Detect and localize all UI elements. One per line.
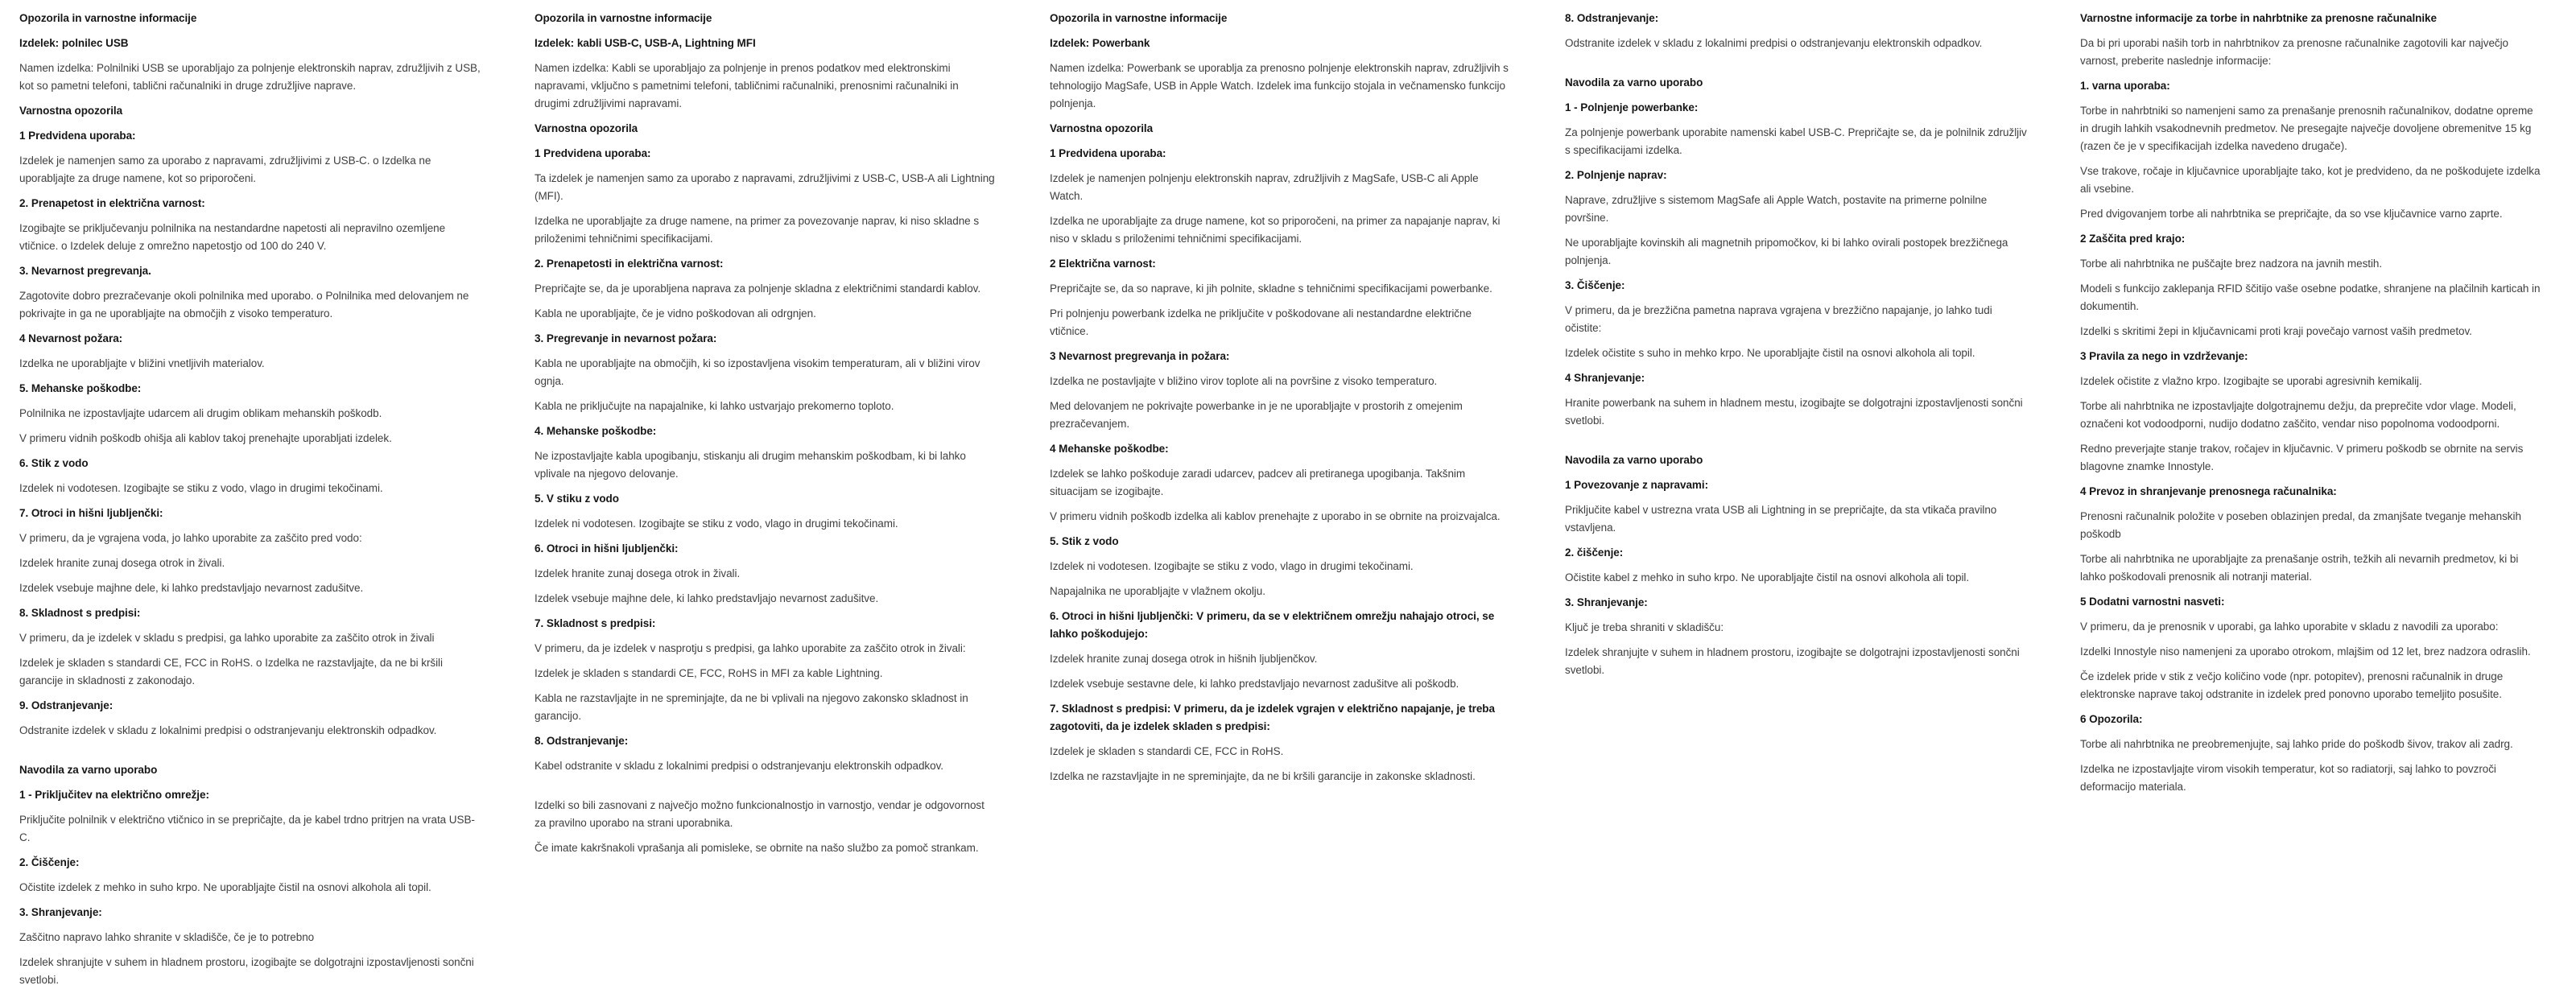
section-heading: 4 Shranjevanje: <box>1565 372 1645 384</box>
paragraph: Ne izpostavljajte kabla upogibanju, stiskanju ali drugim mehanskim poškodbam, ki bi lahko vplivale na njegovo delovanje. <box>535 450 966 480</box>
section-heading: 3 Nevarnost pregrevanja in požara: <box>1050 350 1230 362</box>
paragraph: Torbe in nahrbtniki so namenjeni samo za prenašanje prenosnih računalnikov, dodatne opreme in drugih lahkih vsakodnevnih predmetov. Ne presegajte največje dovoljene obremenitve 15 kg (razen če je v specifikacijah izdelka navedeno drugače). <box>2080 105 2533 152</box>
paragraph: Ključ je treba shraniti v skladišču: <box>1565 621 1724 633</box>
section-heading: 7. Otroci in hišni ljubljenčki: <box>19 507 163 519</box>
paragraph: Med delovanjem ne pokrivajte powerbanke in je ne uporabljajte v prostorih z omejenim prezračevanjem. <box>1050 400 1463 430</box>
paragraph: Modeli s funkcijo zaklepanja RFID ščitijo vaše osebne podatke, shranjene na plačilnih karticah in dokumentih. <box>2080 282 2541 312</box>
section-heading: Varnostna opozorila <box>19 105 123 117</box>
section-heading: 1 - Polnjenje powerbanke: <box>1565 101 1699 113</box>
section-heading: 3 Pravila za nego in vzdrževanje: <box>2080 350 2248 362</box>
paragraph: Da bi pri uporabi naših torb in nahrbtnikov za prenosne računalnike zagotovili kar največjo varnost, preberite naslednje informacije: <box>2080 37 2509 67</box>
paragraph: Izdelek hranite zunaj dosega otrok in hišnih ljubljenčkov. <box>1050 653 1318 665</box>
section-heading: 6 Opozorila: <box>2080 713 2143 725</box>
section-heading: 2. Čiščenje: <box>19 856 80 868</box>
paragraph: Izdelek shranjujte v suhem in hladnem prostoru, izogibajte se dolgotrajni izpostavljenosti sončni svetlobi. <box>19 956 474 986</box>
paragraph: Torbe ali nahrbtnika ne izpostavljajte dolgotrajnemu dežju, da preprečite vdor vlage. Modeli, označeni kot vodoodporni, nudijo dodatno zaščito, vendar niso popolnoma vodoodporni. <box>2080 400 2516 430</box>
column-laptop-bags-safety <box>2061 0 2576 1006</box>
paragraph: Ta izdelek je namenjen samo za uporabo z napravami, združljivimi z USB-C, USB-A ali Lightning (MFI). <box>535 172 995 202</box>
section-heading: 2. Polnjenje naprav: <box>1565 169 1667 181</box>
section-heading: 5 Dodatni varnostni nasveti: <box>2080 596 2225 608</box>
paragraph: Kabla ne uporabljajte na območjih, ki so izpostavljena visokim temperaturam, ali v bližini virov ognja. <box>535 357 980 387</box>
section-heading: Navodila za varno uporabo <box>19 764 158 776</box>
paragraph: Izdelek je skladen s standardi CE, FCC, RoHS in MFI za kable Lightning. <box>535 667 883 679</box>
paragraph: Torbe ali nahrbtnika ne preobremenjujte, saj lahko pride do poškodb šivov, trakov ali zadrg. <box>2080 738 2513 750</box>
paragraph: Očistite izdelek z mehko in suho krpo. Ne uporabljajte čistil na osnovi alkohola ali topil. <box>19 881 431 893</box>
paragraph: Naprave, združljive s sistemom MagSafe ali Apple Watch, postavite na primerne polnilne površine. <box>1565 194 1988 224</box>
section-heading: 3. Shranjevanje: <box>19 906 102 918</box>
paragraph: V primeru vidnih poškodb izdelka ali kablov prenehajte z uporabo in se obrnite na proizvajalca. <box>1050 510 1501 522</box>
section-heading: Izdelek: Powerbank <box>1050 37 1150 49</box>
section-heading: 7. Skladnost s predpisi: V primeru, da je izdelek vgrajen v električno napajanje, je treba zagotoviti, da je izdelek skladen s predpisi: <box>1050 703 1495 732</box>
paragraph: Očistite kabel z mehko in suho krpo. Ne uporabljajte čistil na osnovi alkohola ali topil. <box>1565 571 1970 583</box>
section-heading: Opozorila in varnostne informacije <box>535 12 712 24</box>
section-heading: Navodila za varno uporabo <box>1565 454 1703 466</box>
section-heading: 4 Prevoz in shranjevanje prenosnega računalnika: <box>2080 485 2337 497</box>
paragraph: Izdelek je namenjen samo za uporabo z napravami, združljivimi z USB-C. o Izdelka ne uporabljajte za druge namene, kot so priporočeni. <box>19 155 431 184</box>
paragraph: Vse trakove, ročaje in ključavnice uporabljajte tako, kot je predvideno, da ne poškodujete izdelka ali vsebine. <box>2080 165 2541 195</box>
paragraph: V primeru, da je prenosnik v uporabi, ga lahko uporabite v skladu z navodili za uporabo: <box>2080 621 2499 633</box>
paragraph: Redno preverjajte stanje trakov, ročajev in ključavnic. V primeru poškodb se obrnite na servis blagovne znamke Innostyle. <box>2080 443 2524 472</box>
paragraph: Odstranite izdelek v skladu z lokalnimi predpisi o odstranjevanju elektronskih odpadkov. <box>19 724 437 736</box>
paragraph: Kabla ne uporabljajte, če je vidno poškodovan ali odrgnjen. <box>535 307 816 320</box>
section-heading: 8. Skladnost s predpisi: <box>19 607 141 619</box>
section-heading: 1 Predvidena uporaba: <box>535 147 651 159</box>
paragraph: Izdelek se lahko poškoduje zaradi udarcev, padcev ali pretiranega upogibanja. Takšnim situacijam se izogibajte. <box>1050 468 1466 497</box>
section-heading: 2. Prenapetosti in električna varnost: <box>535 258 724 270</box>
paragraph: Izdelka ne postavljajte v bližino virov toplote ali na površine z visoko temperaturo. <box>1050 375 1438 387</box>
paragraph: Priključite kabel v ustrezna vrata USB ali Lightning in se prepričajte, da sta vtikača pravilno vstavljena. <box>1565 504 1997 534</box>
paragraph: Izdelek očistite s suho in mehko krpo. Ne uporabljajte čistil na osnovi alkohola ali topil. <box>1565 347 1975 359</box>
paragraph: Izdelek je namenjen polnjenju elektronskih naprav, združljivih z MagSafe, USB-C ali Apple Watch. <box>1050 172 1479 202</box>
paragraph: Če izdelek pride v stik z večjo količino vode (npr. potopitev), prenosni računalnik in druge elektronske naprave takoj odstranite in izdelek pred ponovno uporabo temeljito posušite. <box>2080 670 2504 700</box>
paragraph: Zaščitno napravo lahko shranite v skladišče, če je to potrebno <box>19 931 315 943</box>
section-heading: 2 Električna varnost: <box>1050 258 1156 270</box>
section-heading: 4. Mehanske poškodbe: <box>535 425 657 437</box>
section-heading: 1 Predvidena uporaba: <box>19 130 136 142</box>
section-heading: Navodila za varno uporabo <box>1565 76 1703 89</box>
paragraph: Izogibajte se priključevanju polnilnika na nestandardne napetosti ali nepravilno ozemljene vtičnice. o Izdelek deluje z omrežno napetostjo od 100 do 240 V. <box>19 222 446 252</box>
section-heading: Opozorila in varnostne informacije <box>1050 12 1228 24</box>
paragraph: V primeru, da je vgrajena voda, jo lahko uporabite za zaščito pred vodo: <box>19 532 362 544</box>
paragraph: Za polnjenje powerbank uporabite namenski kabel USB-C. Prepričajte se, da je polnilnik združljiv s specifikacijami izdelka. <box>1565 126 2027 156</box>
paragraph: Izdelki Innostyle niso namenjeni za uporabo otrokom, mlajšim od 12 let, brez nadzora odraslih. <box>2080 645 2531 658</box>
section-heading: 1 Povezovanje z napravami: <box>1565 479 1709 491</box>
section-heading: Varnostne informacije za torbe in nahrbtnike za prenosne računalnike <box>2080 12 2437 24</box>
section-heading: 8. Odstranjevanje: <box>1565 12 1659 24</box>
paragraph: Izdelek ni vodotesen. Izogibajte se stiku z vodo, vlago in drugimi tekočinami. <box>535 517 898 530</box>
paragraph: Kabel odstranite v skladu z lokalnimi predpisi o odstranjevanju elektronskih odpadkov. <box>535 760 943 772</box>
paragraph: Izdelek hranite zunaj dosega otrok in živali. <box>535 567 741 579</box>
paragraph: Prepričajte se, da je uporabljena naprava za polnjenje skladna z električnimi standardi kablov. <box>535 282 981 295</box>
paragraph: Zagotovite dobro prezračevanje okoli polnilnika med uporabo. o Polnilnika med delovanjem ne pokrivajte in ga ne uporabljajte na območjih z visoko temperaturo. <box>19 290 469 320</box>
paragraph: Odstranite izdelek v skladu z lokalnimi predpisi o odstranjevanju elektronskih odpadkov. <box>1565 37 1983 49</box>
paragraph: Če imate kakršnakoli vprašanja ali pomisleke, se obrnite na našo službo za pomoč strankam. <box>535 842 979 854</box>
section-heading: 9. Odstranjevanje: <box>19 699 114 711</box>
paragraph: Pri polnjenju powerbank izdelka ne priključite v poškodovane ali nestandardne električne vtičnice. <box>1050 307 1472 337</box>
paragraph: Namen izdelka: Powerbank se uporablja za prenosno polnjenje elektronskih naprav, združljivih s tehnologijo MagSafe, USB in Apple Watch. Izdelek ima funkcijo stojala in večnamensko funkcijo polnjenja. <box>1050 62 1509 109</box>
paragraph: Izdelka ne uporabljajte za druge namene, na primer za povezovanje naprav, ki niso skladne s priloženimi tehničnimi specifikacijami. <box>535 215 980 245</box>
section-heading: 3. Pregrevanje in nevarnost požara: <box>535 332 717 344</box>
paragraph: Izdelek očistite z vlažno krpo. Izogibajte se uporabi agresivnih kemikalij. <box>2080 375 2422 387</box>
paragraph: Napajalnika ne uporabljajte v vlažnem okolju. <box>1050 585 1265 597</box>
paragraph: Izdelka ne uporabljajte za druge namene, kot so priporočeni, na primer za napajanje naprav, ki niso v skladu s priloženimi tehničnimi specifikacijami. <box>1050 215 1501 245</box>
paragraph: Prenosni računalnik položite v poseben oblazinjen predal, da zmanjšate tveganje mehanskih poškodb <box>2080 510 2521 540</box>
paragraph: Izdelek vsebuje sestavne dele, ki lahko predstavljajo nevarnost zadušitve ali poškodb. <box>1050 678 1459 690</box>
paragraph: V primeru, da je izdelek v skladu s predpisi, ga lahko uporabite za zaščito otrok in živali <box>19 632 435 644</box>
paragraph: Izdelek shranjujte v suhem in hladnem prostoru, izogibajte se dolgotrajni izpostavljenosti sončni svetlobi. <box>1565 646 2020 676</box>
section-heading: 4 Mehanske poškodbe: <box>1050 443 1169 455</box>
paragraph: Torbe ali nahrbtnika ne puščajte brez nadzora na javnih mestih. <box>2080 258 2383 270</box>
paragraph: Izdelek je skladen s standardi CE, FCC in RoHS. o Izdelka ne razstavljajte, da ne bi kršili garancije in skladnosti z zakonodajo. <box>19 657 443 686</box>
paragraph: V primeru, da je brezžična pametna naprava vgrajena v brezžično napajanje, jo lahko tudi očistite: <box>1565 304 1992 334</box>
section-heading: 3. Nevarnost pregrevanja. <box>19 265 151 277</box>
paragraph: Izdelka ne uporabljajte v bližini vnetljivih materialov. <box>19 357 265 369</box>
section-heading: 5. Stik z vodo <box>1050 535 1119 547</box>
paragraph: Izdelek hranite zunaj dosega otrok in živali. <box>19 557 225 569</box>
column-powerbank-usage-and-cable-usage <box>1546 0 2061 1006</box>
paragraph: Izdelki s skritimi žepi in ključavnicami proti kraji povečajo varnost vaših predmetov. <box>2080 325 2472 337</box>
paragraph: Izdelek ni vodotesen. Izogibajte se stiku z vodo, vlago in drugimi tekočinami. <box>19 482 383 494</box>
paragraph: Ne uporabljajte kovinskih ali magnetnih pripomočkov, ki bi lahko ovirali postopek brezžičnega polnjenja. <box>1565 237 2008 266</box>
paragraph: Kabla ne priključujte na napajalnike, ki lahko ustvarjajo prekomerno toploto. <box>535 400 894 412</box>
section-heading: 3. Čiščenje: <box>1565 279 1625 291</box>
paragraph: Namen izdelka: Kabli se uporabljajo za polnjenje in prenos podatkov med elektronskimi napravami, vključno s pametnimi telefoni, tabličnimi računalniki, prenosnimi računalniki in drugimi združljivimi napravami. <box>535 62 959 109</box>
paragraph: Izdelek ni vodotesen. Izogibajte se stiku z vodo, vlago in drugimi tekočinami. <box>1050 560 1414 572</box>
paragraph: Pred dvigovanjem torbe ali nahrbtnika se prepričajte, da so vse ključavnice varno zaprte. <box>2080 208 2503 220</box>
paragraph: Namen izdelka: Polnilniki USB se uporabljajo za polnjenje elektronskih naprav, združljivih z USB, kot so pametni telefoni, tablični računalniki in druge združljive naprave. <box>19 62 481 92</box>
column-powerbank-warnings <box>1030 0 1546 1006</box>
paragraph: Izdelki so bili zasnovani z največjo možno funkcionalnostjo in varnostjo, vendar je odgovornost za pravilno uporabo na strani uporabnika. <box>535 799 985 829</box>
section-heading: 6. Otroci in hišni ljubljenčki: <box>535 542 679 555</box>
section-heading: Izdelek: kabli USB-C, USB-A, Lightning MFI <box>535 37 756 49</box>
section-heading: 2. Prenapetost in električna varnost: <box>19 197 205 209</box>
section-heading: 4 Nevarnost požara: <box>19 332 123 344</box>
section-heading: 1 - Priključitev na električno omrežje: <box>19 789 209 801</box>
paragraph: V primeru vidnih poškodb ohišja ali kablov takoj prenehajte uporabljati izdelek. <box>19 432 392 444</box>
section-heading: Varnostna opozorila <box>535 122 638 134</box>
section-heading: 1. varna uporaba: <box>2080 80 2170 92</box>
section-heading: 3. Shranjevanje: <box>1565 596 1648 608</box>
paragraph: V primeru, da je izdelek v nasprotju s predpisi, ga lahko uporabite za zaščito otrok in živali: <box>535 642 966 654</box>
section-heading: 6. Otroci in hišni ljubljenčki: V primeru, da se v električnem omrežju nahajajo otroci, se lahko poškodujejo: <box>1050 610 1495 640</box>
section-heading: 5. V stiku z vodo <box>535 493 619 505</box>
section-heading: 2 Zaščita pred krajo: <box>2080 233 2186 245</box>
section-heading: Varnostna opozorila <box>1050 122 1154 134</box>
paragraph: Izdelek vsebuje majhne dele, ki lahko predstavljajo nevarnost zadušitve. <box>19 582 364 594</box>
paragraph: Torbe ali nahrbtnika ne uporabljajte za prenašanje ostrih, težkih ali nevarnih predmetov, ki bi lahko poškodovali prenosnik ali notranji material. <box>2080 553 2519 583</box>
section-heading: 7. Skladnost s predpisi: <box>535 617 656 629</box>
paragraph: Prepričajte se, da so naprave, ki jih polnite, skladne s tehničnimi specifikacijami powerbanke. <box>1050 282 1492 295</box>
section-heading: 6. Stik z vodo <box>19 457 89 469</box>
column-usb-charger-warnings <box>0 0 515 1006</box>
section-heading: 2. čiščenje: <box>1565 546 1624 559</box>
paragraph: Kabla ne razstavljajte in ne spreminjajte, da ne bi vplivali na njegovo zakonsko skladnost in garancijo. <box>535 692 968 722</box>
section-heading: Opozorila in varnostne informacije <box>19 12 197 24</box>
paragraph: Izdelek vsebuje majhne dele, ki lahko predstavljajo nevarnost zadušitve. <box>535 592 879 604</box>
section-heading: 8. Odstranjevanje: <box>535 735 629 747</box>
paragraph: Polnilnika ne izpostavljajte udarcem ali drugim oblikam mehanskih poškodb. <box>19 407 382 419</box>
section-heading: 5. Mehanske poškodbe: <box>19 382 142 394</box>
paragraph: Izdelek je skladen s standardi CE, FCC in RoHS. <box>1050 745 1284 757</box>
column-cables-warnings <box>515 0 1030 1006</box>
paragraph: Hranite powerbank na suhem in hladnem mestu, izogibajte se dolgotrajni izpostavljenosti sončni svetlobi. <box>1565 397 2023 427</box>
paragraph: Izdelka ne izpostavljajte virom visokih temperatur, kot so radiatorji, saj lahko to povzroči deformacijo materiala. <box>2080 763 2496 793</box>
paragraph: Izdelka ne razstavljajte in ne spreminjajte, da ne bi kršili garancije in zakonske skladnosti. <box>1050 770 1476 782</box>
section-heading: 1 Predvidena uporaba: <box>1050 147 1166 159</box>
section-heading: Izdelek: polnilec USB <box>19 37 129 49</box>
paragraph: Priključite polnilnik v električno vtičnico in se prepričajte, da je kabel trdno pritrjen na vrata USB-C. <box>19 814 475 843</box>
